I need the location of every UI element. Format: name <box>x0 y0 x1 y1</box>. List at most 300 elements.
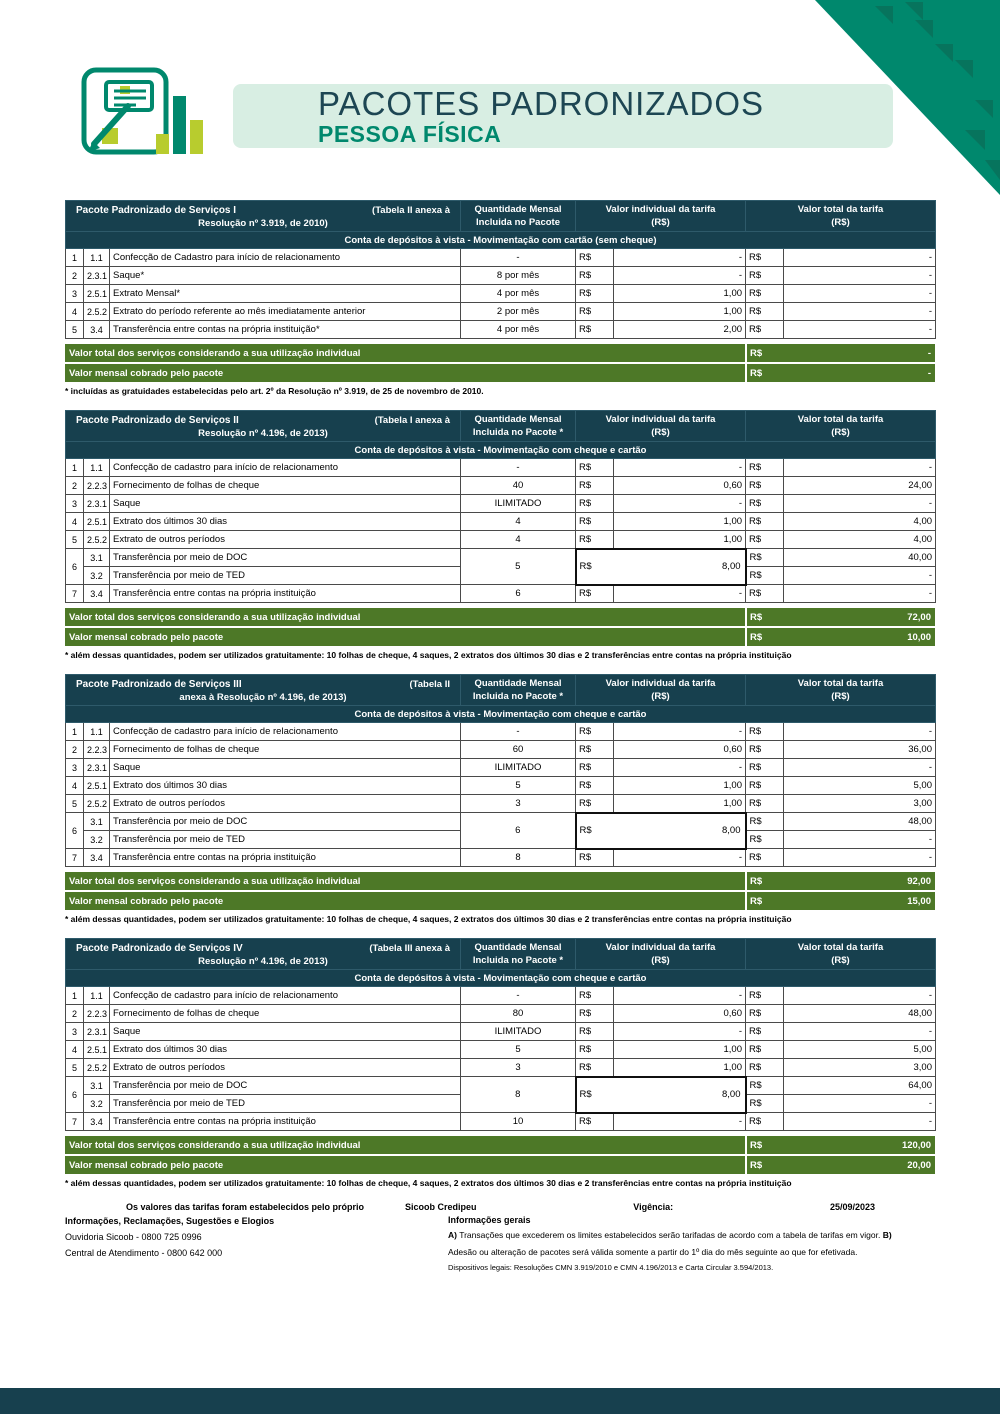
currency-label: R$ <box>576 795 614 813</box>
service-row <box>66 321 936 339</box>
total-individual-row <box>65 608 935 626</box>
total-value-column-header <box>746 411 936 442</box>
individual-header-line2: (R$) <box>651 217 670 228</box>
individual-tariff-value: - <box>614 723 746 741</box>
annex-reference-line1: (Tabela I anexa à <box>374 414 451 426</box>
row-number: 1 <box>66 249 84 267</box>
total-tariff-value: - <box>784 285 936 303</box>
currency-label: R$ <box>746 459 784 477</box>
individual-tariff-value: - <box>614 267 746 285</box>
currency-label: R$ <box>576 585 614 603</box>
service-row <box>66 513 936 531</box>
individual-header-line1: Valor individual da tarifa <box>605 204 716 215</box>
general-info <box>405 1215 935 1272</box>
total-tariff-value: - <box>784 303 936 321</box>
total-header-line2: (R$) <box>831 217 850 228</box>
total-tariff-value: - <box>784 831 936 849</box>
included-quantity: 5 <box>461 1041 576 1059</box>
included-quantity: 4 por mês <box>461 285 576 303</box>
annex-reference-line2: Resolução nº 4.196, de 2013) <box>198 427 328 439</box>
item-a-label: A) <box>448 1230 457 1240</box>
individual-tariff-value: - <box>614 849 746 867</box>
currency-label: R$ <box>576 723 614 741</box>
total-individual-label: Valor total dos serviços considerando a sua utilização individual <box>69 875 361 887</box>
service-row <box>66 777 936 795</box>
service-description: Saque <box>110 1023 461 1041</box>
service-row <box>66 741 936 759</box>
currency-label: R$ <box>576 285 614 303</box>
total-header-line1: Valor total da tarifa <box>797 942 884 953</box>
package-name: Pacote Padronizado de Serviços III <box>76 678 242 690</box>
total-individual-label: Valor total dos serviços considerando a sua utilização individual <box>69 347 361 359</box>
total-tariff-value: 40,00 <box>784 549 936 567</box>
total-tariff-value: 4,00 <box>784 531 936 549</box>
package-header <box>66 939 461 970</box>
validity-date: 25/09/2023 <box>829 1202 875 1212</box>
service-description: Extrato de outros períodos <box>110 795 461 813</box>
individual-value-column-header <box>576 411 746 442</box>
service-row <box>66 723 936 741</box>
service-description: Extrato Mensal* <box>110 285 461 303</box>
row-number: 5 <box>66 795 84 813</box>
row-number: 2 <box>66 741 84 759</box>
package-name: Pacote Padronizado de Serviços II <box>76 414 239 426</box>
included-quantity: 5 <box>461 777 576 795</box>
included-quantity: 5 <box>461 549 576 585</box>
service-description: Saque* <box>110 267 461 285</box>
service-code: 3.4 <box>84 849 110 867</box>
totals-section <box>65 872 935 910</box>
quantity-header-line2: Incluida no Pacote * <box>472 427 564 438</box>
service-row <box>66 813 936 831</box>
individual-tariff-boxed <box>576 1077 746 1113</box>
row-number: 3 <box>66 1023 84 1041</box>
total-tariff-value: - <box>784 459 936 477</box>
total-tariff-value: - <box>784 567 936 585</box>
quantity-header-line2: Incluida no Pacote * <box>472 955 564 966</box>
service-row <box>66 267 936 285</box>
item-a-text: Transações que excederem os limites estabelecidos serão tarifadas de acordo com a tabela de tarifas em vigor. <box>459 1230 881 1240</box>
individual-tariff-value: 2,00 <box>614 321 746 339</box>
individual-tariff-boxed <box>576 813 746 849</box>
service-row <box>66 1023 936 1041</box>
currency-label: R$ <box>745 344 783 362</box>
included-quantity: 60 <box>461 741 576 759</box>
service-description: Confecção de cadastro para início de relacionamento <box>110 459 461 477</box>
service-description: Extrato dos últimos 30 dias <box>110 513 461 531</box>
included-quantity: 2 por mês <box>461 303 576 321</box>
individual-tariff-value: 8,00 <box>722 561 741 572</box>
total-tariff-value: - <box>784 321 936 339</box>
monthly-charge-value: 20,00 <box>907 1159 931 1171</box>
total-individual-row <box>65 344 935 362</box>
currency-label: R$ <box>576 741 614 759</box>
individual-tariff-value: 1,00 <box>614 303 746 321</box>
total-tariff-value: 4,00 <box>784 513 936 531</box>
currency-label: R$ <box>746 1113 784 1131</box>
included-quantity: - <box>461 723 576 741</box>
quantity-header-line1: Quantidade Mensal <box>474 678 562 689</box>
row-number: 7 <box>66 585 84 603</box>
table-footnote: * incluídas as gratuidades estabelecidas pelo art. 2º da Resolução nº 3.919, de 25 de novembro de 2010. <box>65 386 484 396</box>
total-tariff-value: - <box>784 759 936 777</box>
currency-label: R$ <box>746 831 784 849</box>
quantity-header-line2: Incluida no Pacote * <box>472 691 564 702</box>
service-row <box>66 249 936 267</box>
currency-label: R$ <box>745 628 783 646</box>
currency-label: R$ <box>746 1095 784 1113</box>
row-number: 7 <box>66 1113 84 1131</box>
service-code: 2.2.3 <box>84 477 110 495</box>
service-code: 2.3.1 <box>84 495 110 513</box>
service-description: Transferência entre contas na própria instituição <box>110 1113 461 1131</box>
included-quantity: ILIMITADO <box>461 759 576 777</box>
service-code: 3.2 <box>84 567 110 585</box>
row-number: 3 <box>66 495 84 513</box>
total-individual-row <box>65 1136 935 1154</box>
total-individual-value: - <box>927 347 931 359</box>
total-value-column-header <box>746 201 936 232</box>
individual-value-column-header <box>576 675 746 706</box>
included-quantity: 6 <box>461 813 576 849</box>
currency-label: R$ <box>746 249 784 267</box>
package-table <box>65 938 935 1189</box>
service-code: 3.2 <box>84 1095 110 1113</box>
included-quantity: 3 <box>461 795 576 813</box>
monthly-charge-label: Valor mensal cobrado pelo pacote <box>69 895 224 907</box>
item-b-text: Adesão ou alteração de pacotes será válida somente a partir do 1º dia do mês seguinte ao que for efetivada. <box>448 1247 858 1257</box>
table-footnote: * além dessas quantidades, podem ser utilizados gratuitamente: 10 folhas de cheque, 4 saques, 2 extratos dos últimos 30 dias e 2 transferências entre contas na própria instituição <box>65 650 792 660</box>
service-description: Extrato dos últimos 30 dias <box>110 777 461 795</box>
currency-label: R$ <box>746 987 784 1005</box>
individual-tariff-value: - <box>614 585 746 603</box>
service-code: 2.5.1 <box>84 513 110 531</box>
total-individual-label: Valor total dos serviços considerando a sua utilização individual <box>69 611 361 623</box>
service-description: Transferência por meio de TED <box>110 1095 461 1113</box>
service-code: 2.3.1 <box>84 267 110 285</box>
service-description: Saque <box>110 495 461 513</box>
service-code: 1.1 <box>84 723 110 741</box>
currency-label: R$ <box>746 1059 784 1077</box>
service-rows <box>66 987 936 1131</box>
service-description: Fornecimento de folhas de cheque <box>110 1005 461 1023</box>
service-code: 2.5.1 <box>84 1041 110 1059</box>
currency-label: R$ <box>576 777 614 795</box>
total-value-column-header <box>746 675 936 706</box>
row-number: 4 <box>66 303 84 321</box>
service-description: Transferência entre contas na própria instituição <box>110 585 461 603</box>
included-quantity: - <box>461 459 576 477</box>
service-code: 2.5.2 <box>84 531 110 549</box>
individual-tariff-value: 1,00 <box>614 1059 746 1077</box>
page-title <box>318 87 764 147</box>
service-rows <box>66 723 936 867</box>
service-row <box>66 759 936 777</box>
total-tariff-value: - <box>784 1095 936 1113</box>
total-individual-value: 92,00 <box>907 875 931 887</box>
individual-tariff-value: - <box>614 249 746 267</box>
central-line: Central de Atendimento - 0800 642 000 <box>65 1248 223 1258</box>
currency-label: R$ <box>576 1059 614 1077</box>
footer-left <box>65 1202 405 1272</box>
general-info-heading: Informações gerais <box>448 1215 531 1225</box>
service-row <box>66 1113 936 1131</box>
service-code: 2.5.2 <box>84 303 110 321</box>
service-description: Fornecimento de folhas de cheque <box>110 741 461 759</box>
row-number: 5 <box>66 531 84 549</box>
individual-value-column-header <box>576 201 746 232</box>
currency-label: R$ <box>745 872 783 890</box>
currency-label: R$ <box>746 585 784 603</box>
service-description: Extrato de outros períodos <box>110 1059 461 1077</box>
footer <box>65 1202 935 1272</box>
service-row <box>66 1077 936 1095</box>
individual-header-line1: Valor individual da tarifa <box>605 414 716 425</box>
package-table <box>65 410 935 661</box>
total-tariff-value: - <box>784 987 936 1005</box>
page-title-sub: PESSOA FÍSICA <box>318 121 502 147</box>
row-number: 5 <box>66 321 84 339</box>
currency-label: R$ <box>746 285 784 303</box>
totals-section <box>65 344 935 382</box>
service-code: 1.1 <box>84 987 110 1005</box>
total-tariff-value: - <box>784 267 936 285</box>
currency-label: R$ <box>746 321 784 339</box>
total-tariff-value: - <box>784 495 936 513</box>
individual-tariff-value: 0,60 <box>614 1005 746 1023</box>
row-number: 4 <box>66 513 84 531</box>
individual-tariff-value: - <box>614 987 746 1005</box>
annex-reference-line1: (Tabela III anexa à <box>369 942 450 954</box>
included-quantity: 10 <box>461 1113 576 1131</box>
row-number: 4 <box>66 1041 84 1059</box>
currency-label: R$ <box>576 267 614 285</box>
currency-label: R$ <box>746 759 784 777</box>
currency-label: R$ <box>746 477 784 495</box>
package-header <box>66 675 461 706</box>
quantity-column-header <box>461 939 576 970</box>
monthly-charge-row <box>65 364 935 382</box>
annex-reference-line2: anexa à Resolução nº 4.196, de 2013) <box>179 691 347 703</box>
service-row <box>66 795 936 813</box>
currency-label: R$ <box>745 608 783 626</box>
total-individual-row <box>65 872 935 890</box>
currency-label: R$ <box>576 987 614 1005</box>
general-info-text <box>448 1227 918 1261</box>
total-tariff-value: 3,00 <box>784 1059 936 1077</box>
service-code: 2.3.1 <box>84 1023 110 1041</box>
footer-top-row <box>405 1202 935 1212</box>
service-description: Extrato dos últimos 30 dias <box>110 1041 461 1059</box>
service-code: 2.5.1 <box>84 285 110 303</box>
row-number: 1 <box>66 987 84 1005</box>
service-code: 3.1 <box>84 1077 110 1095</box>
currency-label: R$ <box>576 495 614 513</box>
currency-label: R$ <box>579 561 592 572</box>
currency-label: R$ <box>746 849 784 867</box>
individual-header-line2: (R$) <box>651 691 670 702</box>
individual-tariff-value: 1,00 <box>614 285 746 303</box>
total-header-line2: (R$) <box>831 691 850 702</box>
monthly-charge-value: - <box>927 367 931 379</box>
tariff-established-note: Os valores das tarifas foram estabelecidos pelo próprio <box>125 1202 365 1212</box>
total-tariff-value: - <box>784 849 936 867</box>
currency-label: R$ <box>576 1005 614 1023</box>
service-row <box>66 459 936 477</box>
included-quantity: 40 <box>461 477 576 495</box>
service-code: 2.5.2 <box>84 1059 110 1077</box>
total-tariff-value: 36,00 <box>784 741 936 759</box>
included-quantity: 8 <box>461 849 576 867</box>
service-row <box>66 585 936 603</box>
service-description: Transferência por meio de TED <box>110 831 461 849</box>
currency-label: R$ <box>746 267 784 285</box>
service-code: 2.2.3 <box>84 1005 110 1023</box>
service-row <box>66 285 936 303</box>
service-row <box>66 1005 936 1023</box>
monthly-charge-label: Valor mensal cobrado pelo pacote <box>69 367 224 379</box>
service-description: Confecção de Cadastro para início de relacionamento <box>110 249 461 267</box>
service-code: 3.4 <box>84 585 110 603</box>
currency-label: R$ <box>745 1156 783 1174</box>
service-rows <box>66 249 936 339</box>
service-description: Transferência entre contas na própria instituição <box>110 849 461 867</box>
monthly-charge-row <box>65 892 935 910</box>
tables-region <box>65 200 935 1189</box>
monthly-charge-label: Valor mensal cobrado pelo pacote <box>69 1159 224 1171</box>
service-code: 3.4 <box>84 1113 110 1131</box>
quantity-header-line1: Quantidade Mensal <box>474 942 562 953</box>
currency-label: R$ <box>746 513 784 531</box>
individual-tariff-value: - <box>614 1113 746 1131</box>
included-quantity: ILIMITADO <box>461 495 576 513</box>
totals-section <box>65 1136 935 1174</box>
service-row <box>66 1041 936 1059</box>
individual-header-line2: (R$) <box>651 955 670 966</box>
individual-tariff-value: 8,00 <box>722 825 741 836</box>
service-code: 1.1 <box>84 459 110 477</box>
package-header <box>66 411 461 442</box>
row-number: 3 <box>66 759 84 777</box>
total-tariff-value: 5,00 <box>784 777 936 795</box>
quantity-column-header <box>461 675 576 706</box>
service-description: Confecção de cadastro para início de relacionamento <box>110 723 461 741</box>
service-description: Confecção de cadastro para início de relacionamento <box>110 987 461 1005</box>
monthly-charge-row <box>65 1156 935 1174</box>
package-name: Pacote Padronizado de Serviços IV <box>76 942 243 954</box>
currency-label: R$ <box>746 549 784 567</box>
currency-label: R$ <box>746 777 784 795</box>
total-tariff-value: 64,00 <box>784 1077 936 1095</box>
currency-label: R$ <box>576 303 614 321</box>
included-quantity: 8 por mês <box>461 267 576 285</box>
included-quantity: 4 <box>461 513 576 531</box>
annex-reference-line1: (Tabela II <box>409 678 450 690</box>
currency-label: R$ <box>745 1136 783 1154</box>
account-type-header: Conta de depósitos à vista - Movimentação com cheque e cartão <box>66 442 936 459</box>
currency-label: R$ <box>576 513 614 531</box>
monthly-charge-label: Valor mensal cobrado pelo pacote <box>69 631 224 643</box>
currency-label: R$ <box>576 759 614 777</box>
total-header-line1: Valor total da tarifa <box>797 414 884 425</box>
currency-label: R$ <box>746 741 784 759</box>
individual-tariff-value: 1,00 <box>614 531 746 549</box>
currency-label: R$ <box>746 1077 784 1095</box>
table-footnote: * além dessas quantidades, podem ser utilizados gratuitamente: 10 folhas de cheque, 4 saques, 2 extratos dos últimos 30 dias e 2 transferências entre contas na própria instituição <box>65 914 792 924</box>
currency-label: R$ <box>746 1023 784 1041</box>
service-row <box>66 531 936 549</box>
total-tariff-value: 3,00 <box>784 795 936 813</box>
service-code: 3.1 <box>84 813 110 831</box>
currency-label: R$ <box>745 364 783 382</box>
total-header-line2: (R$) <box>831 427 850 438</box>
service-code: 2.5.2 <box>84 795 110 813</box>
validity-label: Vigência: <box>633 1202 674 1212</box>
total-tariff-value: 5,00 <box>784 1041 936 1059</box>
row-number: 7 <box>66 849 84 867</box>
account-type-header: Conta de depósitos à vista - Movimentação com cheque e cartão <box>66 970 936 987</box>
package-header <box>66 201 461 232</box>
currency-label: R$ <box>746 795 784 813</box>
currency-label: R$ <box>746 813 784 831</box>
service-description: Extrato do período referente ao mês imediatamente anterior <box>110 303 461 321</box>
service-row <box>66 549 936 567</box>
currency-label: R$ <box>746 1005 784 1023</box>
included-quantity: 4 <box>461 531 576 549</box>
row-number: 2 <box>66 1005 84 1023</box>
service-description: Transferência por meio de DOC <box>110 549 461 567</box>
included-quantity: 8 <box>461 1077 576 1113</box>
service-row <box>66 495 936 513</box>
total-header-line2: (R$) <box>831 955 850 966</box>
monthly-charge-value: 15,00 <box>907 895 931 907</box>
service-description: Saque <box>110 759 461 777</box>
included-quantity: 6 <box>461 585 576 603</box>
service-code: 3.1 <box>84 549 110 567</box>
total-individual-value: 120,00 <box>901 1139 931 1151</box>
quantity-header-line2: Incluida no Pacote <box>476 217 560 228</box>
total-tariff-value: - <box>784 249 936 267</box>
service-code: 3.4 <box>84 321 110 339</box>
bottom-bar <box>0 1388 1000 1414</box>
currency-label: R$ <box>576 1041 614 1059</box>
currency-label: R$ <box>579 825 592 836</box>
brand-logo-icon <box>70 64 215 166</box>
individual-value-column-header <box>576 939 746 970</box>
service-description: Extrato de outros períodos <box>110 531 461 549</box>
monthly-charge-row <box>65 628 935 646</box>
content-region <box>65 200 935 1272</box>
currency-label: R$ <box>576 321 614 339</box>
currency-label: R$ <box>576 459 614 477</box>
annex-reference-line2: Resolução nº 4.196, de 2013) <box>198 955 328 967</box>
page-title-main: PACOTES PADRONIZADOS <box>318 85 765 122</box>
service-row <box>66 477 936 495</box>
individual-tariff-box-inner <box>577 559 745 575</box>
individual-tariff-value: - <box>614 759 746 777</box>
currency-label: R$ <box>576 849 614 867</box>
currency-label: R$ <box>745 892 783 910</box>
total-header-line1: Valor total da tarifa <box>797 678 884 689</box>
package-name: Pacote Padronizado de Serviços I <box>76 204 237 216</box>
service-code: 1.1 <box>84 249 110 267</box>
annex-reference-line1: (Tabela II anexa à <box>372 204 451 216</box>
individual-header-line2: (R$) <box>651 427 670 438</box>
total-header-line1: Valor total da tarifa <box>797 204 884 215</box>
ouvidoria-line: Ouvidoria Sicoob - 0800 725 0996 <box>65 1232 202 1242</box>
individual-tariff-boxed <box>576 549 746 585</box>
total-individual-value: 72,00 <box>907 611 931 623</box>
